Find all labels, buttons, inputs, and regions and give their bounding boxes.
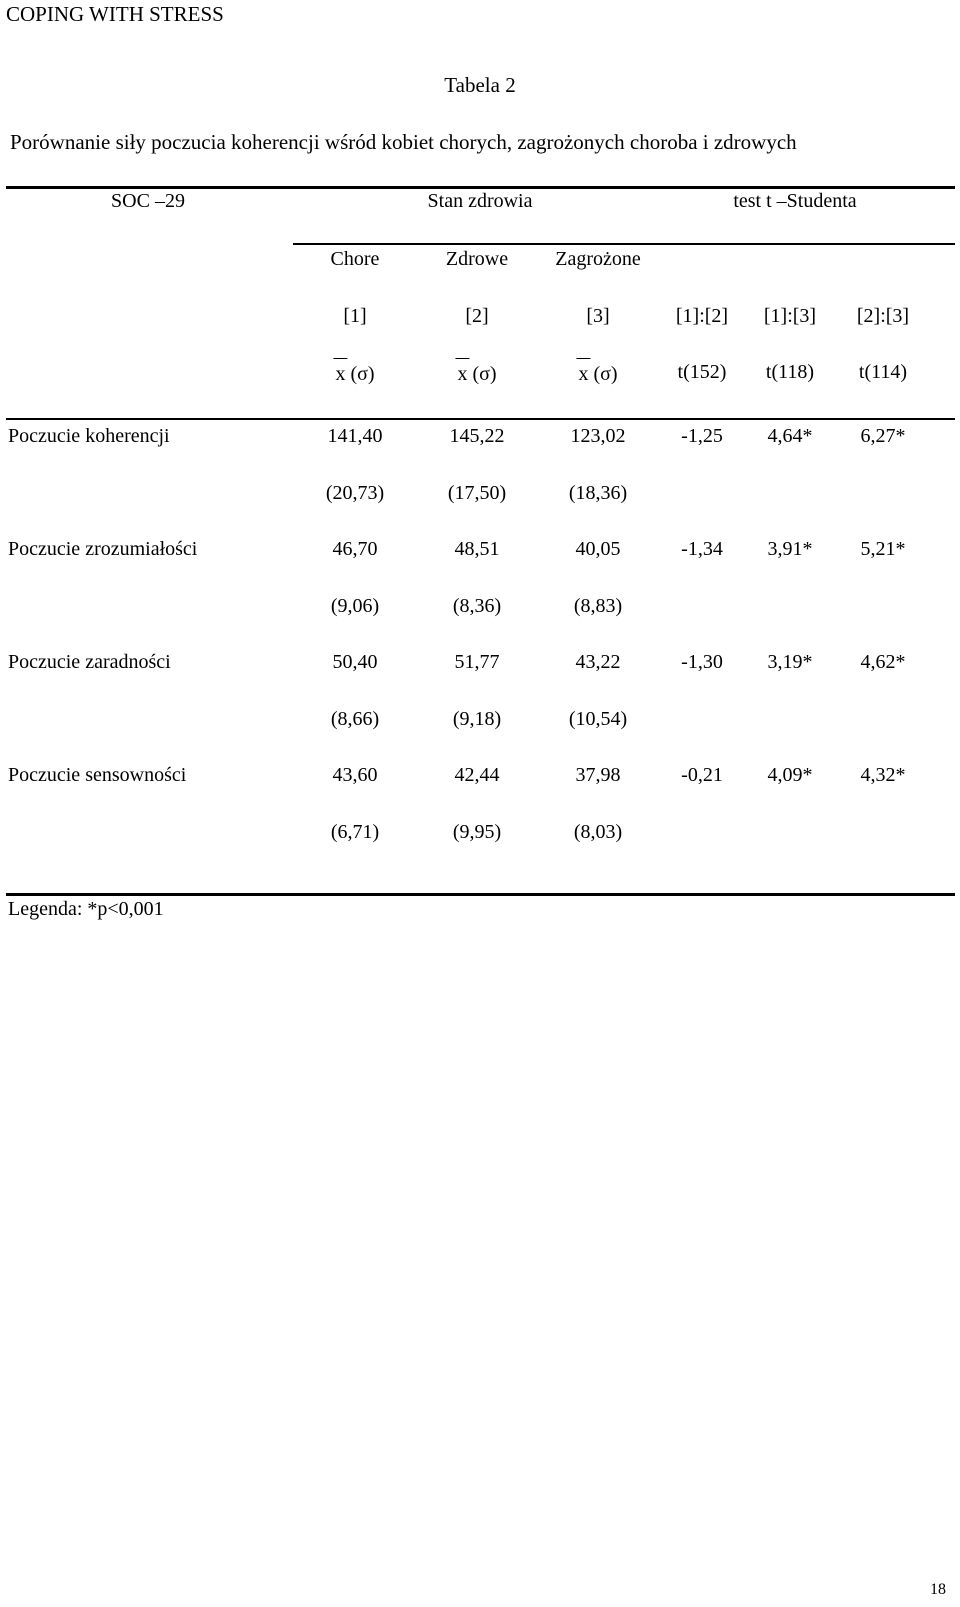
- sigma-symbol: (σ): [593, 363, 618, 385]
- sigma-symbol: (σ): [472, 363, 497, 385]
- sd-value: (9,95): [452, 821, 502, 843]
- row-label: Poczucie sensowności: [8, 764, 187, 786]
- sd-value: (8,36): [452, 595, 502, 617]
- row-label: Poczucie zaradności: [8, 651, 171, 673]
- t-value: 4,62*: [860, 651, 906, 673]
- column-code: [2]:[3]: [856, 305, 910, 327]
- sd-value: (8,66): [330, 708, 380, 730]
- sd-value: (9,06): [330, 595, 380, 617]
- t-value: -1,30: [681, 651, 723, 673]
- mean-sd-header: [457, 363, 496, 386]
- column-code: [1]:[3]: [763, 305, 817, 327]
- mean-symbol: x: [335, 363, 346, 385]
- sigma-symbol: (σ): [350, 363, 375, 385]
- bottom-rule: [6, 893, 955, 896]
- mean-value: 43,22: [575, 651, 621, 673]
- mean-value: 46,70: [332, 538, 378, 560]
- sd-value: (20,73): [325, 482, 385, 504]
- table-caption: Porównanie siły poczucia koherencji wśród kobiet chorych, zagrożonych choroba i zdrowych: [10, 130, 797, 154]
- column-code: [2]: [465, 305, 489, 327]
- mean-value: 50,40: [332, 651, 378, 673]
- sd-value: (6,71): [330, 821, 380, 843]
- top-rule: [6, 186, 955, 189]
- column-code: [3]: [586, 305, 610, 327]
- page-number: 18: [930, 1581, 946, 1598]
- degrees-of-freedom: t(118): [765, 361, 815, 383]
- degrees-of-freedom: t(152): [677, 361, 727, 383]
- mean-sd-header: [335, 363, 374, 386]
- t-value: 4,09*: [767, 764, 813, 786]
- t-value: 6,27*: [860, 425, 906, 447]
- sd-value: (10,54): [568, 708, 628, 730]
- running-header: COPING WITH STRESS: [6, 2, 224, 26]
- t-test-header: test t –Studenta: [733, 190, 857, 212]
- t-value: -1,34: [681, 538, 723, 560]
- mean-value: 141,40: [327, 425, 383, 447]
- t-value: 3,91*: [767, 538, 813, 560]
- column-code: [1]:[2]: [675, 305, 729, 327]
- group-header: Zagrożone: [555, 248, 641, 270]
- group-header: Zdrowe: [445, 248, 509, 270]
- mean-value: 43,60: [332, 764, 378, 786]
- row-label: Poczucie zrozumiałości: [8, 538, 198, 560]
- mean-symbol: x: [578, 363, 589, 385]
- t-value: 4,64*: [767, 425, 813, 447]
- sd-value: (17,50): [447, 482, 507, 504]
- health-state-header: Stan zdrowia: [427, 190, 533, 212]
- mean-sd-header: [578, 363, 617, 386]
- header-bottom-rule: [6, 418, 955, 420]
- mean-value: 37,98: [575, 764, 621, 786]
- table-number: Tabela 2: [444, 73, 516, 97]
- table-legend: Legenda: *p<0,001: [8, 898, 164, 920]
- mean-symbol: x: [457, 363, 468, 385]
- subheader-rule: [293, 243, 955, 245]
- sd-value: (8,83): [573, 595, 623, 617]
- t-value: 3,19*: [767, 651, 813, 673]
- mean-value: 40,05: [575, 538, 621, 560]
- mean-value: 42,44: [454, 764, 500, 786]
- mean-value: 48,51: [454, 538, 500, 560]
- mean-value: 145,22: [449, 425, 505, 447]
- t-value: 5,21*: [860, 538, 906, 560]
- soc-header: SOC –29: [111, 190, 185, 212]
- sd-value: (9,18): [452, 708, 502, 730]
- sd-value: (8,03): [573, 821, 623, 843]
- sd-value: (18,36): [568, 482, 628, 504]
- t-value: -0,21: [681, 764, 723, 786]
- mean-value: 123,02: [570, 425, 626, 447]
- mean-value: 51,77: [454, 651, 500, 673]
- t-value: 4,32*: [860, 764, 906, 786]
- row-label: Poczucie koherencji: [8, 425, 170, 447]
- t-value: -1,25: [681, 425, 723, 447]
- group-header: Chore: [330, 248, 380, 270]
- column-code: [1]: [343, 305, 367, 327]
- degrees-of-freedom: t(114): [858, 361, 908, 383]
